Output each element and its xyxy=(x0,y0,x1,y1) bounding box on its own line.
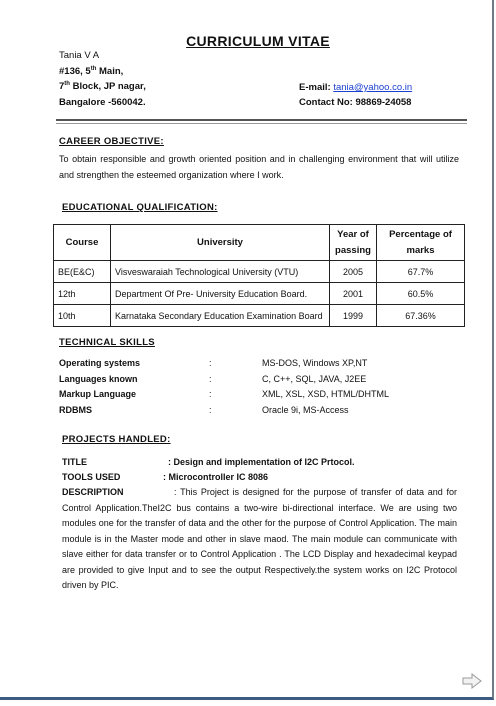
col-university: University xyxy=(111,225,330,261)
email-link[interactable]: tania@yahoo.co.in xyxy=(333,82,413,93)
skill-value: Oracle 9i, MS-Access xyxy=(262,405,349,415)
cell-course: 10th xyxy=(54,305,111,327)
table-row xyxy=(54,305,465,327)
project-title-value: : Design and implementation of I2C Prtocol. xyxy=(168,457,355,467)
col-course: Course xyxy=(54,225,111,261)
skill-label: Languages known xyxy=(59,374,138,384)
project-title-label: TITLE xyxy=(62,457,87,467)
cell-percentage: 67.7% xyxy=(377,261,465,283)
skill-value: XML, XSL, XSD, HTML/DHTML xyxy=(262,389,390,399)
projects-heading: PROJECTS HANDLED: xyxy=(62,434,171,445)
skill-colon: : xyxy=(209,389,212,399)
cell-course: 12th xyxy=(54,283,111,305)
cell-year: 2005 xyxy=(330,261,377,283)
email-line: E-mail: tania@yahoo.co.in xyxy=(299,82,413,93)
education-table xyxy=(53,224,465,327)
cell-university: Department Of Pre- University Education Board. xyxy=(111,283,330,305)
project-description-label: DESCRIPTION xyxy=(62,487,124,497)
career-objective-heading: CAREER OBJECTIVE: xyxy=(59,136,164,147)
phone-line: Contact No: 98869-24058 xyxy=(299,97,412,108)
skill-colon: : xyxy=(209,405,212,415)
address-line-3: Bangalore -560042. xyxy=(59,97,146,108)
col-year: Year of passing xyxy=(330,225,377,261)
project-description-text: : This Project is designed for the purpose of transfer of data and for Control Application.TheI2C bus contains a two-wire bi-directional interface. We are using two modules one for the transfer of data and the other for the purpose of Control Application. The main module is in the Master mode and other in slave maod. The main module can communicate with slave either for data transfer or to Control Application . The LCD Display and hexadecimal keypad are provided to give Input and to see the output Respectively.the system works on I2C Protocol driven by PIC. xyxy=(62,487,457,590)
cell-year: 2001 xyxy=(330,283,377,305)
col-percentage: Percentage of marks xyxy=(377,225,465,261)
career-objective-text: To obtain responsible and growth oriented position and in challenging environment that will utilize and strengthen the esteemed organization where I work. xyxy=(59,154,459,180)
education-heading: EDUCATIONAL QUALIFICATION: xyxy=(62,202,218,213)
arrow-right-icon[interactable] xyxy=(462,672,482,690)
skill-label: RDBMS xyxy=(59,405,92,415)
cell-university: Karnataka Secondary Education Examination Board xyxy=(111,305,330,327)
project-tools-value: : Microcontroller IC 8086 xyxy=(163,472,269,482)
skill-colon: : xyxy=(209,374,212,384)
cell-percentage: 67.36% xyxy=(377,305,465,327)
skill-label: Markup Language xyxy=(59,389,137,399)
skill-label: Operating systems xyxy=(59,358,141,368)
table-row xyxy=(54,283,465,305)
table-row xyxy=(54,261,465,283)
divider-thin xyxy=(56,123,467,124)
cell-year: 1999 xyxy=(330,305,377,327)
skill-colon: : xyxy=(209,358,212,368)
project-tools-label: TOOLS USED xyxy=(62,472,121,482)
cell-percentage: 60.5% xyxy=(377,283,465,305)
cell-course: BE(E&C) xyxy=(54,261,111,283)
address-line-2: 7th Block, JP nagar, xyxy=(59,81,146,93)
skill-value: MS-DOS, Windows XP,NT xyxy=(262,358,368,368)
candidate-name: Tania V A xyxy=(59,50,100,61)
technical-skills-heading: TECHNICAL SKILLS xyxy=(59,337,155,348)
cell-university: Visveswaraiah Technological University (VTU) xyxy=(111,261,330,283)
skill-value: C, C++, SQL, JAVA, J2EE xyxy=(262,374,367,384)
education-table-header xyxy=(54,225,465,261)
page-title: CURRICULUM VITAE xyxy=(186,33,330,49)
address-line-1: #136, 5th Main, xyxy=(59,66,124,78)
divider-thick xyxy=(56,119,467,121)
